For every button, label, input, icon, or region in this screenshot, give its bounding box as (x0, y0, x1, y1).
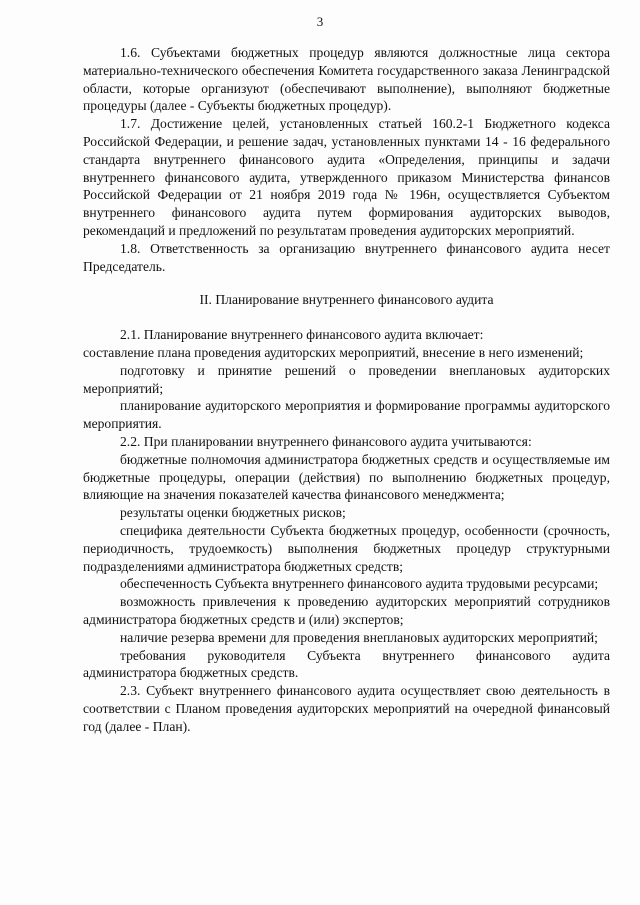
list-item-audit-planning: планирование аудиторского мероприятия и формирование программы аудиторского мероприятия. (83, 398, 610, 432)
list-item-experts: возможность привлечения к проведению аудиторских мероприятий сотрудников администратора бюджетных средств и (или) экспертов; (83, 594, 610, 627)
paragraph-1-6: 1.6. Субъектами бюджетных процедур являются должностные лица сектора материально-технического обеспечения Комитета государственного заказа Ленинградской области, которые организуют (обеспечивают выполнение), выполняют бюджетные процедуры (далее - Субъекты бюджетных процедур). (83, 45, 610, 114)
list-item-procedure-specifics: специфика деятельности Субъекта бюджетных процедур, особенности (срочность, периодичность, трудоемкость) выполнения бюджетных процедур структурными подразделениями администратора бюджетных средств; (83, 522, 610, 574)
list-item-staffing: обеспеченность Субъекта внутреннего финансового аудита трудовыми ресурсами; (120, 576, 599, 592)
list-item-unplanned-decisions: подготовку и принятие решений о проведении внеплановых аудиторских мероприятий; (83, 362, 610, 396)
paragraph-2-3: 2.3. Субъект внутреннего финансового аудита осуществляет свою деятельность в соответствии с Планом проведения аудиторских мероприятий на очередной финансовый год (далее - План). (83, 683, 610, 734)
list-item-budget-powers: бюджетные полномочия администратора бюджетных средств и осуществляемые им бюджетные процедуры, операции (действия) по выполнению бюджетных процедур, влияющие на значения показателей качества финансового менеджмента; (83, 451, 610, 503)
paragraph-1-8: 1.8. Ответственность за организацию внутреннего финансового аудита несет Председатель. (83, 240, 610, 274)
section-2-heading: II. Планирование внутреннего финансового аудита (199, 292, 494, 308)
document-body (83, 44, 610, 735)
list-item-risk-assessment: результаты оценки бюджетных рисков; (120, 505, 346, 521)
paragraph-2-2: 2.2. При планировании внутреннего финансового аудита учитываются: (120, 433, 532, 449)
paragraph-1-7: 1.7. Достижение целей, установленных статьей 160.2-1 Бюджетного кодекса Российской Федерации, и решение задач, установленных пунктами 14 - 16 федерального стандарта внутреннего финансового аудита «Определения, принципы и задачи внутреннего финансового аудита, утвержденного приказом Министерства финансов Российской Федерации от 21 ноября 2019 года № 196н, осуществляется Субъектом внутреннего финансового аудита путем формирования аудиторских выводов, рекомендаций и предложений по результатам проведения аудиторских мероприятий. (83, 116, 610, 238)
list-item-plan-drafting: составление плана проведения аудиторских мероприятий, внесение в него изменений; (83, 344, 584, 360)
page-number: 3 (316, 14, 324, 29)
paragraph-2-1: 2.1. Планирование внутреннего финансового аудита включает: (120, 327, 484, 343)
list-item-head-requirements: требования руководителя Субъекта внутреннего финансового аудита администратора бюджетных средств. (83, 647, 610, 681)
list-item-time-reserve: наличие резерва времени для проведения внеплановых аудиторских мероприятий; (120, 629, 598, 645)
